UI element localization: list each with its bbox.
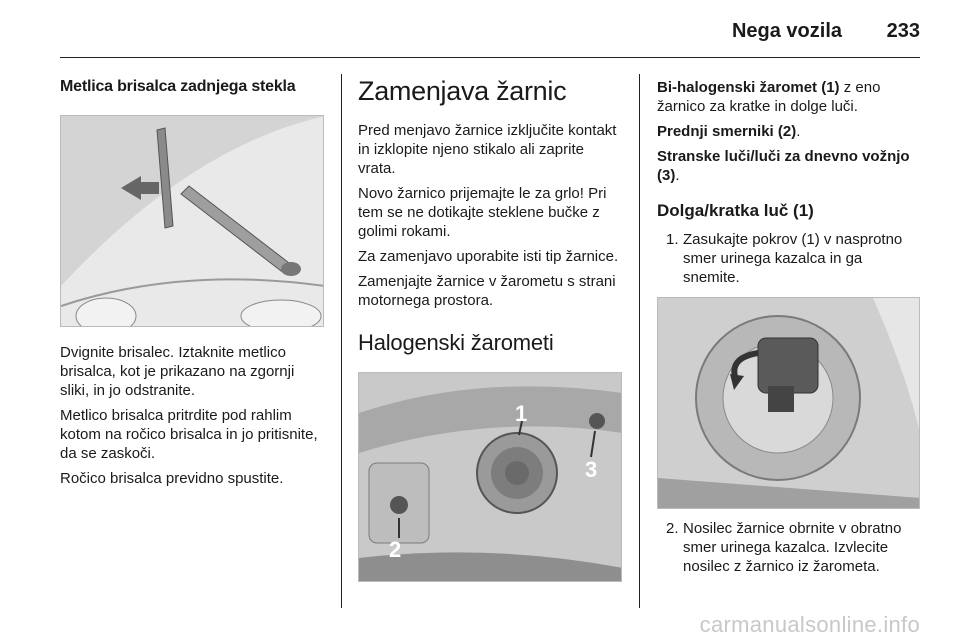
headlamp-figure bbox=[358, 372, 622, 582]
procedure-step: 1. Zasukajte pokrov (1) v nasprotno smer urinega kazalca in ga snemite. bbox=[666, 231, 903, 286]
procedure-steps bbox=[657, 519, 920, 576]
wiper-paragraph: Metlico brisalca pritrdite pod rahlim kotom na ročico brisalca in jo pritisnite, da se zaskoči. bbox=[60, 407, 318, 462]
wiper-figure bbox=[60, 115, 324, 327]
watermark: carmanualsonline.info bbox=[699, 612, 920, 637]
procedure-step: 2. Nosilec žarnice obrnite v obratno smer urinega kazalca. Izvlecite nosilec z žarnico iz žarometa. bbox=[666, 520, 902, 575]
bulbs-paragraph: Novo žarnico prijemajte le za grlo! Pri tem se ne dotikajte steklene bučke z golimi rokami. bbox=[358, 185, 607, 240]
procedure-steps bbox=[657, 230, 920, 287]
figure-label-2: 2 bbox=[389, 537, 402, 562]
wiper-paragraph: Dvignite brisalec. Iztaknite metlico brisalca, kot je prikazano na zgornji sliki, in jo odstranite. bbox=[60, 344, 295, 399]
wiper-heading: Metlica brisalca zadnjega stekla bbox=[60, 78, 296, 95]
bulb-holder-figure bbox=[657, 297, 920, 509]
page-number: 233 bbox=[886, 20, 920, 42]
bulb-item: Bi-halogenski žaromet (1) z eno žarnico za kratke in dolge luči. bbox=[657, 79, 881, 115]
bulb-item: Stranske luči/luči za dnevno vožnjo (3). bbox=[657, 148, 910, 184]
page-header bbox=[60, 0, 920, 58]
column-wiper bbox=[60, 78, 324, 494]
high-low-beam-heading: Dolga/kratka luč (1) bbox=[657, 201, 814, 220]
column-divider bbox=[639, 74, 640, 608]
column-divider bbox=[341, 74, 342, 608]
bulb-item: Prednji smerniki (2). bbox=[657, 123, 801, 140]
bulbs-paragraph: Pred menjavo žarnice izključite kontakt in izklopite njeno stikalo ali zaprite vrata. bbox=[358, 122, 617, 177]
column-bulbs bbox=[358, 76, 624, 582]
bulbs-heading: Zamenjava žarnic bbox=[358, 76, 567, 106]
figure-label-1: 1 bbox=[515, 401, 528, 426]
column-procedure bbox=[657, 78, 920, 576]
page-title: Nega vozila bbox=[731, 20, 842, 42]
wiper-paragraph: Ročico brisalca previdno spustite. bbox=[60, 470, 284, 487]
bulbs-paragraph: Za zamenjavo uporabite isti tip žarnice. bbox=[358, 248, 619, 265]
halogen-heading: Halogenski žarometi bbox=[358, 330, 554, 355]
figure-label-3: 3 bbox=[585, 457, 598, 482]
bulbs-paragraph: Zamenjajte žarnice v žarometu s strani motornega prostora. bbox=[358, 273, 616, 309]
